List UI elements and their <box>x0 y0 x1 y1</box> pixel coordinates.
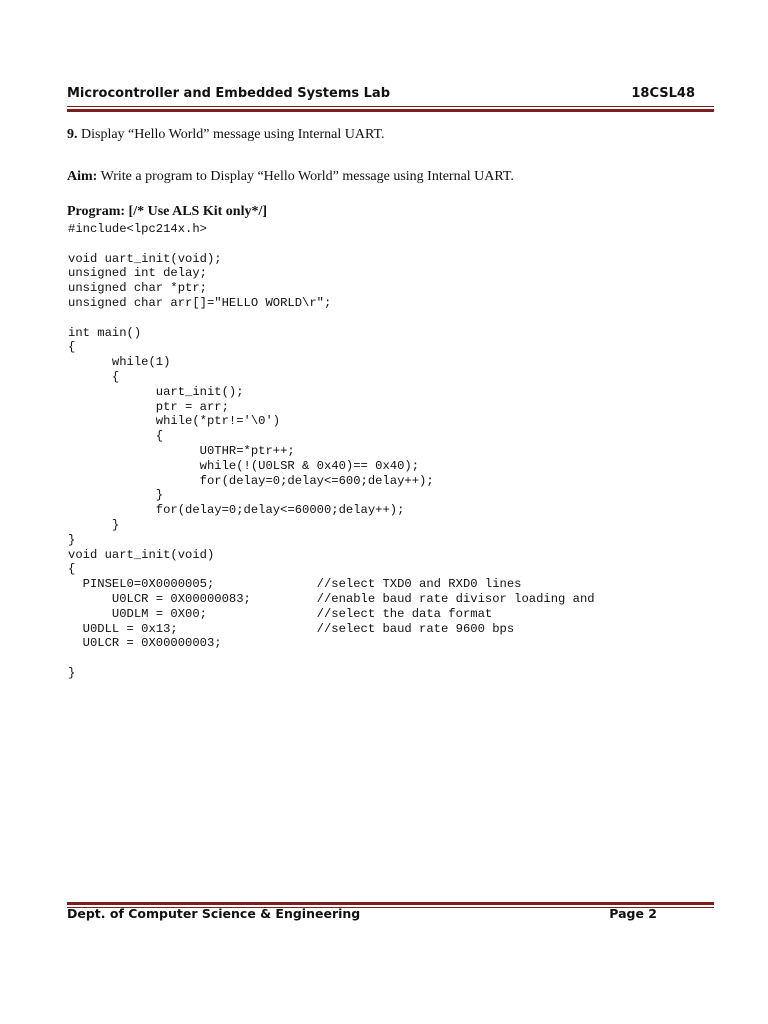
program-heading: Program: [/* Use ALS Kit only*/] <box>67 204 268 219</box>
header-rule <box>67 106 714 112</box>
question-text: Display “Hello World” message using Internal UART. <box>77 127 385 142</box>
page-footer <box>67 906 657 926</box>
question-number: 9. <box>67 127 78 142</box>
page-header <box>67 86 695 106</box>
aim-text: Write a program to Display “Hello World” message using Internal UART. <box>97 169 514 184</box>
question-line <box>67 127 385 143</box>
aim-line <box>67 169 514 185</box>
program-code: #include<lpc214x.h> void uart_init(void); unsigned int delay; unsigned char *ptr; unsigned char arr[]="HELLO WORLD\r"; int main() { while(1) { uart_init(); ptr = arr; while(*ptr!='\0') { U0THR=*ptr++; while(!(U0LSR & 0x40)== 0x40); for(delay=0;delay<=600;delay++); } for(delay=0;delay<=60000;delay++); } } void uart_init(void) { PINSEL0=0X0000005; //select TXD0 and RXD0 lines U0LCR = 0X00000083; //enable baud rate divisor loading and U0DLM = 0X00; //select the data format U0DLL = 0x13; //select baud rate 9600 bps U0LCR = 0X00000003; } <box>68 222 595 680</box>
header-course-code: 18CSL48 <box>631 86 695 101</box>
footer-dept: Dept. of Computer Science & Engineering <box>67 906 361 921</box>
footer-page-number: Page 2 <box>609 906 657 921</box>
aim-label: Aim: <box>67 169 98 184</box>
header-title: Microcontroller and Embedded Systems Lab <box>67 86 391 101</box>
